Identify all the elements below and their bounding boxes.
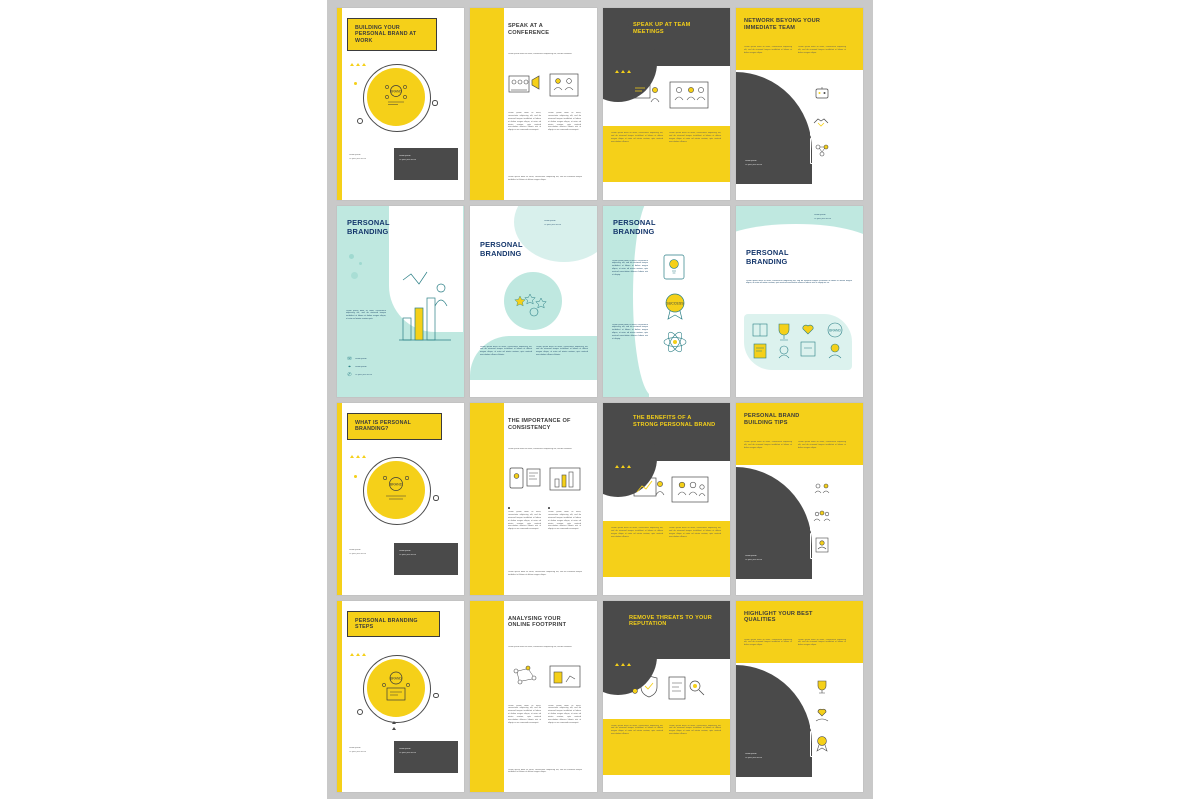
cover-body-text: Lorem ipsum dolor sit amet, consectetur adipiscing elit, sed do eiusmod tempor incididunt ut labore et dolore magna aliqua, ut enim ad minim veniam, quis nostrud exercitation ullamco laboris nisi ut aliquip ex ea. — [746, 279, 852, 285]
cover-contact-phone: +0 (000) 000 00 00 — [349, 553, 366, 555]
cover-card[interactable] — [470, 8, 597, 200]
contact-label: Lorem ipsum — [399, 550, 411, 552]
triangle-accent — [392, 727, 396, 730]
atom-icon — [661, 328, 689, 356]
growth-chart-icon — [633, 475, 667, 509]
three-people-icon — [812, 507, 832, 527]
contact-label: Lorem ipsum — [745, 752, 757, 755]
cover-body-text: Lorem ipsum dolor sit amet, consectetur adipiscing elit, sed do eiusmod tempor incididunt ut labore et dolore magna aliqua, ut enim ad minim veniam, quis nostrud exercitation ullamco laboris nisi ut aliquip ex ea commodo consequat. — [508, 511, 541, 531]
cover-body-text: Lorem ipsum dolor sit amet, consectetur adipiscing elit, sed do eiusmod tempor incididunt ut labore et dolore magna aliqua ut enim ad minim veniam, quis nostrud exercitation ullamco. — [669, 132, 721, 143]
bullet-dot — [548, 507, 550, 509]
cover-body-text: Lorem ipsum dolor sit amet, consectetur adipiscing elit, sed do eiusmod tempor incididunt ut labore et dolore magna aliqua. — [798, 441, 846, 449]
heart-icon — [798, 320, 818, 364]
svg-text:BRAND: BRAND — [390, 89, 402, 94]
cover-card[interactable] — [337, 206, 464, 398]
contact-label: Lorem ipsum — [745, 160, 757, 162]
cover-card[interactable] — [470, 403, 597, 595]
cover-body-text: Lorem ipsum dolor sit amet, consectetur adipiscing elit, sed do eiusmod tempor incididunt ut labore et dolore magna aliqua, ut enim ad minim veniam, quis nostrud exercitation ullamco laboris nisi ut aliquip ex ea commodo consequat. — [548, 511, 581, 531]
triangle-accent — [392, 721, 396, 724]
cover-body-text: Lorem ipsum dolor sit amet, consectetur adipiscing elit, sed do eiusmod tempor incididunt ut labore et dolore magna aliqua ut enim ad minim veniam, quis nostrud exercitation ullamco. — [611, 132, 663, 143]
cover-title: PERSONAL BRANDING — [613, 217, 656, 236]
cover-body-text: Lorem ipsum dolor sit amet, consectetur adipiscing elit, sed do eiusmod tempor incididunt ut labore et dolore magna aliqua ut enim ad minim veniam, quis nostrud exercitation ullamco. — [611, 527, 663, 538]
cover-subtitle: Lorem ipsum dolor sit amet, consectetur adipiscing elit, sed do eiusmod. — [508, 645, 572, 648]
network-group-icon — [812, 140, 832, 160]
left-yellow-panel — [470, 601, 504, 793]
cover-title: THE BENEFITS OF A STRONG PERSONAL BRAND — [633, 415, 716, 428]
cover-body-text: Lorem ipsum dolor sit amet, consectetur adipiscing elit, sed do eiusmod tempor incididunt ut labore et dolore magna aliqua, ut enim ad minim veniam, quis nostrud exercitation ullamco laboris nisi ut aliquip ex ea commodo consequat. — [508, 112, 541, 132]
left-yellow-panel — [470, 403, 504, 595]
brand-badge-icon — [824, 320, 846, 364]
contact-phone: +0 (000) 000 00 00 — [399, 751, 416, 754]
triangle-accent — [356, 455, 360, 458]
contact-phone: +0 (000) 000 00 00 — [745, 559, 762, 561]
cover-body-text: Lorem ipsum dolor sit amet, consectetur adipiscing elit, sed do eiusmod tempor incididunt ut labore et dolore magna aliqua, ut enim ad minim veniam quis. — [346, 309, 386, 321]
brand-badge-icon — [381, 473, 411, 503]
svg-text:BRAND: BRAND — [389, 482, 403, 487]
triangle-accent — [627, 663, 631, 666]
person-growth-chart-icon — [393, 266, 455, 346]
cover-card[interactable] — [603, 403, 730, 595]
contact-block — [394, 741, 458, 773]
books-icon — [750, 320, 770, 364]
lightbulb-icon — [659, 252, 689, 282]
triangle-accent — [627, 70, 631, 73]
dot-accent — [354, 475, 357, 478]
cover-body-text: Lorem ipsum dolor sit amet, consectetur adipiscing elit, sed do eiusmod tempor incididunt ut labore et dolore magna aliqua. — [798, 638, 846, 647]
contact-phone: +0 (000) 000 00 00 — [399, 554, 416, 556]
award-badge-icon — [659, 290, 691, 322]
cover-card[interactable] — [736, 8, 863, 200]
cover-title: SPEAK AT A CONFERENCE — [508, 23, 550, 36]
cover-body-text: Lorem ipsum dolor sit amet, consectetur adipiscing elit, sed do eiusmod tempor incididunt ut labore et dolore magna aliqua. — [744, 46, 792, 54]
location-icon: ⌖ — [348, 364, 351, 370]
robot-profile-icon — [812, 84, 832, 104]
trophy-icon — [812, 677, 832, 697]
team-people-icon — [671, 475, 709, 509]
cover-body-text: Lorem ipsum dolor sit amet, consectetur adipiscing elit, sed do eiusmod tempor incididunt ut labore et dolore magna aliqua, ut enim ad minim veniam, quis nostrud exercitation ullamco laboris nisi ut aliquip ex ea commodo consequat. — [548, 112, 581, 132]
contact-block — [394, 543, 458, 575]
left-accent-bar — [337, 601, 342, 793]
contact-label: Lorem ipsum — [745, 555, 757, 557]
cover-body-text: Lorem ipsum dolor sit amet, consectetur adipiscing elit, sed do eiusmod tempor incididunt ut labore et dolore magna aliqua. — [744, 638, 792, 647]
mail-icon: ✉ — [347, 356, 352, 362]
cover-subtitle: Lorem ipsum dolor sit amet, consectetur adipiscing elit, sed do eiusmod. — [508, 448, 572, 450]
cover-card[interactable] — [337, 601, 464, 793]
phone-icon: ✆ — [347, 372, 352, 378]
cover-body-text: Lorem ipsum dolor sit amet, consectetur adipiscing elit, sed do eiusmod tempor incididunt ut labore et dolore magna aliqua ut enim ad minim veniam, quis nostrud exercitation ullamco. — [669, 724, 721, 736]
triangle-accent — [627, 465, 631, 468]
svg-text:SUCCESS: SUCCESS — [666, 301, 684, 306]
cover-footer-text: Lorem ipsum dolor sit amet, consectetur adipiscing elit, sed do eiusmod tempor incididunt ut labore et dolore magna aliqua. — [508, 176, 582, 181]
dot-accent — [349, 254, 354, 259]
cover-title: THE IMPORTANCE OF CONSISTENCY — [508, 418, 571, 431]
network-nodes-icon — [508, 663, 542, 697]
cover-card[interactable] — [603, 601, 730, 793]
cover-card[interactable] — [603, 206, 730, 398]
cover-card[interactable] — [736, 601, 863, 793]
cover-contact-label: Lorem ipsum — [349, 549, 361, 551]
triangle-accent — [350, 63, 354, 66]
triangle-accent — [350, 653, 354, 656]
cover-card[interactable] — [337, 8, 464, 200]
cover-footer-text: Lorem ipsum dolor sit amet, consectetur adipiscing elit, sed do eiusmod tempor incididunt ut labore et dolore magna aliqua. — [508, 768, 582, 774]
dot-accent — [432, 100, 438, 106]
triangle-accent — [621, 465, 625, 468]
triangle-accent — [615, 465, 619, 468]
dot-accent — [354, 82, 357, 85]
cover-contact-label: Lorem ipsum — [349, 746, 361, 749]
cover-body-text: Lorem ipsum dolor sit amet, consectetur adipiscing elit, sed do eiusmod tempor incididunt ut labore et dolore magna aliqua, ut enim ad minim veniam, quis nostrud exercitation ullamco laboris nisi ut aliquip. — [612, 259, 648, 276]
cover-body-text: Lorem ipsum dolor sit amet, consectetur adipiscing elit, sed do eiusmod tempor incididunt ut labore et dolore magna aliqua ut enim ad minim veniam, quis nostrud exercitation ullamco. — [611, 724, 663, 736]
dot-accent — [433, 693, 439, 699]
triangle-accent — [350, 455, 354, 458]
contact-phone: +0 (000) 000 00 00 — [745, 164, 762, 166]
cover-title: SPEAK UP AT TEAM MEETINGS — [633, 22, 691, 35]
screen-analysis-icon — [548, 663, 582, 697]
cover-title: NETWORK BEYONG YOUR IMMEDIATE TEAM — [744, 18, 821, 31]
triangle-accent — [362, 63, 366, 66]
contact-phone: +0 (000) 000 00 00 — [399, 159, 416, 161]
dot-accent — [357, 118, 363, 124]
triangle-accent — [362, 653, 366, 656]
triangle-accent — [615, 70, 619, 73]
brand-badge-icon — [383, 82, 409, 108]
svg-text:BRAND: BRAND — [829, 328, 841, 333]
contact-label: Lorem ipsum — [399, 155, 411, 157]
contact-phone: +0 (000) 000 00 00 — [814, 217, 831, 220]
cover-body-text: Lorem ipsum dolor sit amet, consectetur adipiscing elit, sed do eiusmod tempor incididunt ut labore et dolore magna aliqua, ut enim ad minim veniam, quis nostrud exercitation ullamco laboris nisi ut aliquip ex ea commodo consequat. — [508, 704, 541, 724]
cover-card[interactable] — [337, 403, 464, 595]
person-badge-icon — [812, 535, 832, 555]
cover-footer-text: Lorem ipsum dolor sit amet, consectetur adipiscing elit, sed do eiusmod tempor incididunt ut labore et dolore magna aliqua. — [508, 571, 582, 576]
contact-label: Lorem ipsum — [544, 219, 556, 222]
bullet-dot — [508, 507, 510, 509]
contact-phone: +0 (000) 000 00 00 — [745, 756, 762, 759]
shield-icon — [631, 675, 663, 707]
trophy-icon — [774, 320, 794, 364]
cover-subtitle: Lorem ipsum dolor sit amet, consectetur adipiscing elit, sed do eiusmod. — [508, 53, 572, 55]
cover-body-text: Lorem ipsum dolor sit amet, consectetur adipiscing elit, sed do eiusmod tempor incididunt ut labore et dolore magna aliqua, ut enim ad minim veniam, quis nostrud exercitation ullamco laboris nisi ut aliquip. — [612, 323, 648, 340]
triangle-accent — [621, 70, 625, 73]
star-rating-icon — [514, 282, 554, 322]
dark-blob — [736, 665, 812, 777]
cover-card[interactable] — [736, 206, 863, 398]
cover-body-text: Lorem ipsum dolor sit amet, consectetur adipiscing elit, sed do eiusmod tempor incididunt ut labore et dolore magna aliqua ut enim ad minim veniam, quis nostrud exercitation ullamco. — [669, 527, 721, 538]
group-people-icon — [548, 70, 582, 104]
bar-chart-icon — [548, 465, 582, 499]
heart-hand-icon — [812, 705, 832, 725]
contact-item: +0 (000) 000 00 00 — [355, 373, 372, 376]
contact-block — [394, 148, 458, 180]
triangle-accent — [356, 63, 360, 66]
presenter-audience-icon — [508, 70, 542, 104]
whiteboard-presentation-icon — [631, 80, 665, 114]
cover-card[interactable] — [470, 601, 597, 793]
cover-contact-label: Lorem ipsum — [349, 154, 361, 156]
cover-title: REMOVE THREATS TO YOUR REPUTATION — [629, 614, 713, 628]
cover-card[interactable] — [736, 403, 863, 595]
left-accent-bar — [337, 403, 342, 595]
cover-title: BUILDING YOUR PERSONAL BRAND AT WORK — [347, 18, 437, 51]
document-search-icon — [667, 675, 709, 707]
cover-body-text: Lorem ipsum dolor sit amet, consectetur adipiscing elit, sed do eiusmod tempor incididunt ut labore et dolore magna aliqua. — [744, 441, 792, 449]
cover-title: PERSONAL BRANDING — [480, 239, 523, 258]
triangle-accent — [615, 663, 619, 666]
dark-blob — [736, 72, 812, 184]
contact-phone: +0 (000) 000 00 00 — [544, 223, 561, 226]
triangle-accent — [621, 663, 625, 666]
cover-contact-phone: +0 (000) 000 00 00 — [349, 158, 366, 160]
contact-label: Lorem ipsum — [399, 747, 411, 750]
brand-badge-icon — [381, 669, 411, 703]
dot-accent — [351, 272, 358, 279]
award-badge-icon — [812, 733, 832, 753]
dark-blob — [736, 467, 812, 579]
cover-body-text: Lorem ipsum dolor sit amet, consectetur adipiscing elit, sed do eiusmod tempor incididunt ut labore et dolore magna aliqua, ut enim ad minim veniam, quis nostrud exercitation ullamco laboris nisi ut aliquip ex ea commodo consequat. — [548, 704, 581, 724]
cover-body-text: Lorem ipsum dolor sit amet, consectetur adipiscing elit, sed do eiusmod tempor incididunt ut labore et dolore magna aliqua, ut enim ad minim veniam, quis nostrud exercitation ullamco laboris. — [536, 345, 588, 357]
cover-title: ANALYSING YOUR ONLINE FOOTPRINT — [508, 615, 567, 629]
team-meeting-icon — [669, 80, 709, 114]
dot-accent — [359, 262, 362, 265]
cover-title: PERSONAL BRANDING — [347, 217, 390, 236]
cover-contact-phone: +0 (000) 000 00 00 — [349, 750, 366, 753]
people-group-icon — [812, 479, 832, 499]
cover-title: PERSONAL BRANDING STEPS — [347, 611, 440, 638]
cover-card[interactable] — [470, 206, 597, 398]
svg-text:BRAND: BRAND — [390, 676, 402, 681]
left-accent-bar — [337, 8, 342, 200]
cover-card[interactable] — [603, 8, 730, 200]
contact-item: Lorem ipsum — [355, 365, 367, 368]
contact-item: Lorem ipsum — [355, 357, 367, 360]
contact-label: Lorem ipsum — [814, 213, 826, 216]
triangle-accent — [362, 455, 366, 458]
cover-title: WHAT IS PERSONAL BRANDING? — [347, 413, 442, 440]
triangle-accent — [356, 653, 360, 656]
cover-title: PERSONAL BRANDING — [746, 247, 789, 266]
cover-body-text: Lorem ipsum dolor sit amet, consectetur adipiscing elit, sed do eiusmod tempor incididunt ut labore et dolore magna aliqua. — [798, 46, 846, 54]
cover-title: HIGHLIGHT YOUR BEST QUALITIES — [744, 610, 813, 624]
device-checklist-icon — [508, 465, 542, 499]
handshake-icon — [812, 112, 832, 132]
cover-grid — [337, 8, 863, 792]
cover-body-text: Lorem ipsum dolor sit amet, consectetur adipiscing elit, sed do eiusmod tempor incididunt ut labore et dolore magna aliqua, ut enim ad minim veniam, quis nostrud exercitation ullamco laboris. — [480, 345, 532, 357]
cover-title: PERSONAL BRAND BUILDING TIPS — [744, 413, 800, 426]
left-yellow-panel — [470, 8, 504, 200]
dot-accent — [433, 495, 439, 501]
dot-accent — [357, 709, 363, 715]
